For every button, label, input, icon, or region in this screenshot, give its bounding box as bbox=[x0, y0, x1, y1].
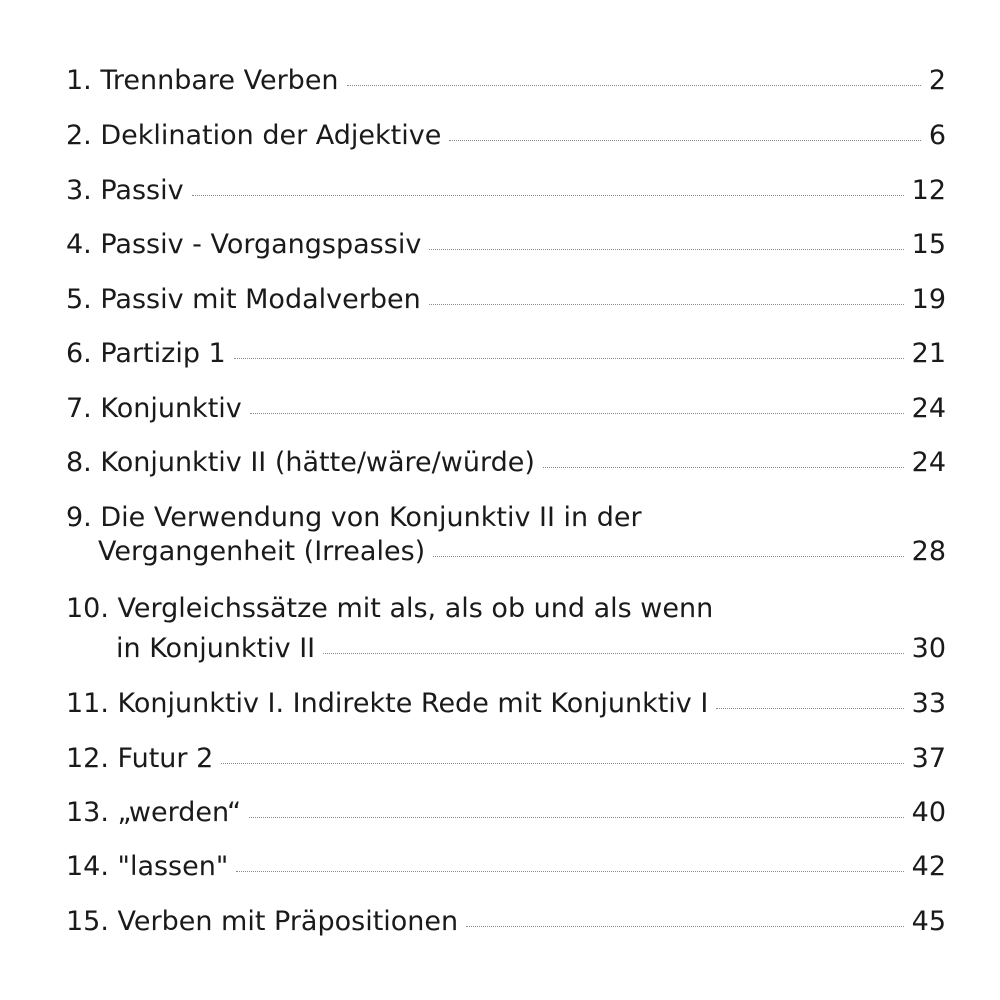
dot-leader bbox=[250, 413, 904, 414]
toc-entry-title-line2: Vergangenheit (Irreales) bbox=[98, 536, 426, 567]
dot-leader bbox=[716, 708, 903, 709]
toc-entry-title-line1: 9. Die Verwendung von Konjunktiv II in der bbox=[66, 502, 642, 533]
toc-entry-title: 1. Trennbare Verben bbox=[66, 65, 339, 96]
toc-entry-page: 15 bbox=[911, 229, 946, 260]
toc-entry-page: 24 bbox=[911, 447, 946, 478]
toc-entry-title: 14. "lassen" bbox=[66, 851, 229, 882]
toc-entry-title: 7. Konjunktiv bbox=[66, 393, 242, 424]
toc-entry-page: 45 bbox=[911, 906, 946, 937]
toc-entry-1[interactable] bbox=[66, 64, 946, 98]
toc-entry-8[interactable] bbox=[66, 446, 946, 480]
dot-leader bbox=[234, 358, 904, 359]
toc-entry-14[interactable] bbox=[66, 850, 946, 884]
toc-entry-7[interactable] bbox=[66, 392, 946, 426]
toc-entry-title: 5. Passiv mit Modalverben bbox=[66, 284, 421, 315]
toc-entry-page: 2 bbox=[928, 65, 946, 96]
toc-entry-title: 12. Futur 2 bbox=[66, 743, 214, 774]
toc-entry-page: 40 bbox=[911, 797, 946, 828]
dot-leader bbox=[249, 817, 904, 818]
toc-entry-title-line2: in Konjunktiv II bbox=[116, 633, 316, 664]
toc-entry-title: 4. Passiv - Vorgangspassiv bbox=[66, 229, 422, 260]
dot-leader bbox=[236, 871, 903, 872]
toc-entry-10[interactable] bbox=[66, 592, 946, 666]
toc-entry-page: 19 bbox=[911, 284, 946, 315]
toc-entry-page: 21 bbox=[911, 338, 946, 369]
toc-entry-page: 42 bbox=[911, 851, 946, 882]
toc-entry-3[interactable] bbox=[66, 174, 946, 208]
toc-entry-title: 11. Konjunktiv I. Indirekte Rede mit Konjunktiv I bbox=[66, 688, 709, 719]
toc-entry-page: 6 bbox=[928, 120, 946, 151]
dot-leader bbox=[449, 140, 920, 141]
toc-entry-12[interactable] bbox=[66, 742, 946, 776]
toc-entry-title: 6. Partizip 1 bbox=[66, 338, 226, 369]
toc-entry-11[interactable] bbox=[66, 687, 946, 721]
dot-leader bbox=[543, 467, 904, 468]
toc-entry-2[interactable] bbox=[66, 119, 946, 153]
toc-entry-6[interactable] bbox=[66, 337, 946, 371]
dot-leader bbox=[192, 195, 904, 196]
toc-entry-title: 13. „werden“ bbox=[66, 797, 242, 828]
toc-entry-title-line1: 10. Vergleichssätze mit als, als ob und als wenn bbox=[66, 593, 714, 624]
dot-leader bbox=[221, 763, 903, 764]
toc-entry-15[interactable] bbox=[66, 905, 946, 939]
toc-entry-9[interactable] bbox=[66, 501, 946, 569]
toc-entry-title: 15. Verben mit Präpositionen bbox=[66, 906, 459, 937]
dot-leader bbox=[429, 249, 903, 250]
toc-entry-page: 30 bbox=[911, 633, 946, 664]
toc-entry-title: 8. Konjunktiv II (hätte/wäre/würde) bbox=[66, 447, 535, 478]
toc-entry-page: 33 bbox=[911, 688, 946, 719]
table-of-contents bbox=[66, 0, 946, 1000]
toc-entry-5[interactable] bbox=[66, 283, 946, 317]
dot-leader bbox=[347, 85, 921, 86]
dot-leader bbox=[466, 926, 903, 927]
toc-entry-title: 3. Passiv bbox=[66, 175, 184, 206]
dot-leader bbox=[323, 653, 904, 654]
dot-leader bbox=[429, 304, 904, 305]
dot-leader bbox=[433, 556, 903, 557]
toc-entry-4[interactable] bbox=[66, 228, 946, 262]
toc-entry-page: 24 bbox=[911, 393, 946, 424]
toc-entry-page: 28 bbox=[911, 536, 946, 567]
toc-entry-13[interactable] bbox=[66, 796, 946, 830]
toc-entry-page: 37 bbox=[911, 743, 946, 774]
toc-entry-page: 12 bbox=[911, 175, 946, 206]
toc-entry-title: 2. Deklination der Adjektive bbox=[66, 120, 442, 151]
